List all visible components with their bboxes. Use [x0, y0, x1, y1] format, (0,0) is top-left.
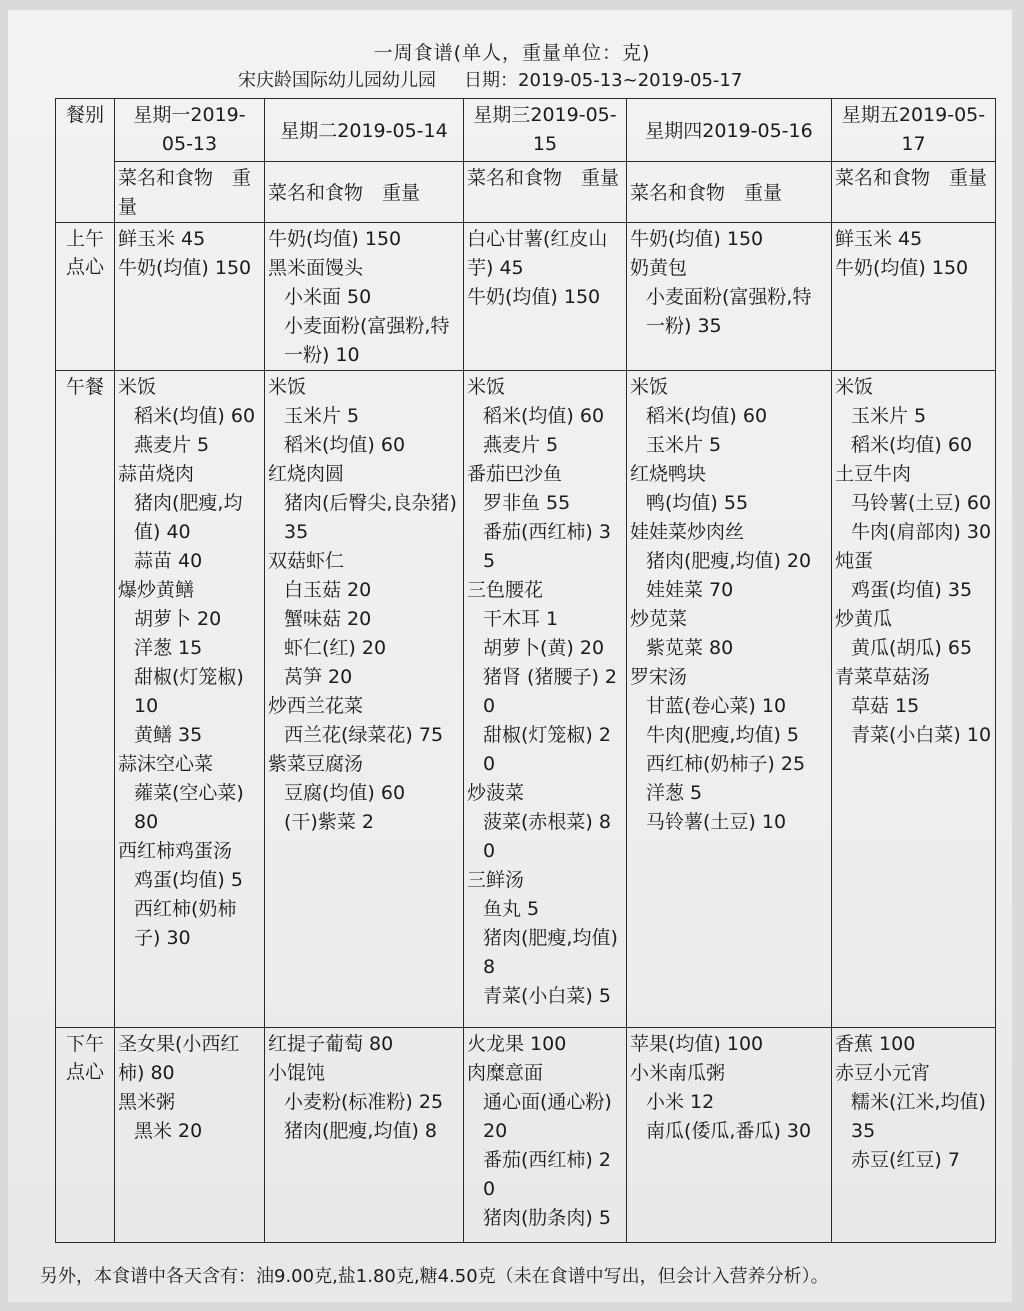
ingredient-item: 蟹味菇 20 — [284, 608, 372, 630]
dish-item: 罗宋汤 — [630, 666, 688, 688]
menu-cell — [627, 223, 832, 371]
dish-item: 炖蛋 — [835, 550, 874, 572]
weekly-menu-table — [55, 98, 996, 1243]
ingredient-item: 黄瓜(胡瓜) 65 — [851, 637, 973, 659]
dish-item: 娃娃菜炒肉丝 — [630, 521, 745, 543]
ingredient-item: 甜椒(灯笼椒) 20 — [483, 724, 611, 775]
ingredient-item: 稻米(均值) 60 — [483, 405, 605, 427]
dish-item: 牛奶(均值) 150 — [630, 228, 764, 250]
ingredient-item: 稻米(均值) 60 — [134, 405, 256, 427]
dish-item: 米饭 — [835, 376, 874, 398]
menu-cell — [115, 1028, 265, 1243]
ingredient-item: 稻米(均值) 60 — [646, 405, 768, 427]
ingredient-item: 甜椒(灯笼椒) 10 — [134, 666, 250, 717]
dish-item: 牛奶(均值) 150 — [268, 228, 402, 250]
meal-row-morning-snack — [56, 223, 996, 371]
dish-item: 米饭 — [630, 376, 669, 398]
menu-cell — [627, 371, 832, 1028]
dish-item: 小米南瓜粥 — [630, 1062, 726, 1084]
ingredient-item: 牛肉(肩部肉) 30 — [851, 521, 992, 543]
ingredient-item: 西兰花(绿菜花) 75 — [284, 724, 444, 746]
dish-item: 红提子葡萄 80 — [268, 1033, 394, 1055]
ingredient-item: 小麦面粉(富强粉,特一粉) 10 — [284, 315, 450, 366]
dish-item: 蒜苗烧肉 — [118, 463, 195, 485]
column-subheader: 菜名和食物 重量 — [115, 162, 265, 223]
dish-item: 炒菠菜 — [467, 782, 525, 804]
dish-item: 牛奶(均值) 150 — [467, 286, 601, 308]
dish-item: 小馄饨 — [268, 1062, 326, 1084]
ingredient-item: 糯米(江米,均值) 35 — [851, 1091, 992, 1142]
dish-item: 肉糜意面 — [467, 1062, 544, 1084]
dish-item: 鲜玉米 45 — [118, 228, 206, 250]
ingredient-item: 虾仁(红) 20 — [284, 637, 387, 659]
dish-item: 黑米粥 — [118, 1091, 176, 1113]
ingredient-item: 鱼丸 5 — [483, 898, 540, 920]
ingredient-item: 猪肉(肥瘦,均值) 20 — [646, 550, 812, 572]
ingredient-item: 通心面(通心粉) 20 — [483, 1091, 618, 1142]
meal-row-afternoon-snack — [56, 1028, 996, 1243]
ingredient-item: 黑米 20 — [134, 1120, 203, 1142]
dish-item: 米饭 — [467, 376, 506, 398]
ingredient-item: 猪肉(肥瘦,均值) 40 — [134, 492, 243, 543]
menu-cell — [832, 371, 996, 1028]
dish-item: 奶黄包 — [630, 257, 688, 279]
ingredient-item: 甘蓝(卷心菜) 10 — [646, 695, 787, 717]
ingredient-item: 草菇 15 — [851, 695, 920, 717]
ingredient-item: 莴笋 20 — [284, 666, 353, 688]
ingredient-item: (干)紫菜 2 — [284, 811, 374, 833]
ingredient-item: 洋葱 15 — [134, 637, 203, 659]
menu-cell — [265, 1028, 464, 1243]
ingredient-item: 猪肉(肋条肉) 5 — [483, 1207, 611, 1229]
column-subheader: 菜名和食物 重量 — [627, 162, 832, 223]
column-subheader: 菜名和食物 重量 — [464, 162, 627, 223]
meal-label-text: 下午点心 — [65, 1033, 104, 1083]
ingredient-item: 燕麦片 5 — [134, 434, 210, 456]
ingredient-item: 南瓜(倭瓜,番瓜) 30 — [646, 1120, 812, 1142]
ingredient-item: 西红柿(奶柿子) 30 — [134, 898, 237, 949]
day-header-tue: 星期二2019-05-14 — [265, 99, 464, 162]
meal-type-header: 餐别 — [56, 99, 115, 223]
ingredient-item: 罗非鱼 55 — [483, 492, 571, 514]
ingredient-item: 番茄(西红柿) 20 — [483, 1149, 611, 1200]
ingredient-item: 西红柿(奶柿子) 25 — [646, 753, 806, 775]
dish-item: 圣女果(小西红柿) 80 — [118, 1033, 240, 1084]
ingredient-item: 鸡蛋(均值) 5 — [134, 869, 243, 891]
ingredient-item: 牛肉(肥瘦,均值) 5 — [646, 724, 799, 746]
menu-cell — [115, 223, 265, 371]
day-header-fri: 星期五2019-05-17 — [832, 99, 996, 162]
ingredient-item: 紫苋菜 80 — [646, 637, 734, 659]
menu-cell — [115, 371, 265, 1028]
menu-cell — [265, 223, 464, 371]
menu-cell — [265, 371, 464, 1028]
ingredient-item: 番茄(西红柿) 35 — [483, 521, 611, 572]
ingredient-item: 青菜(小白菜) 10 — [851, 724, 992, 746]
ingredient-item: 猪肉(后臀尖,良杂猪) 35 — [284, 492, 463, 543]
date-range: 日期：2019-05-13~2019-05-17 — [464, 70, 743, 91]
ingredient-item: 洋葱 5 — [646, 782, 703, 804]
ingredient-item: 玉米片 5 — [646, 434, 722, 456]
dish-item: 双菇虾仁 — [268, 550, 345, 572]
ingredient-item: 小米 12 — [646, 1091, 715, 1113]
ingredient-item: 小麦面粉(富强粉,特一粉) 35 — [646, 286, 812, 337]
ingredient-item: 蕹菜(空心菜) 80 — [134, 782, 250, 833]
ingredient-item: 小米面 50 — [284, 286, 372, 308]
dish-item: 三色腰花 — [467, 579, 544, 601]
menu-cell — [832, 1028, 996, 1243]
meal-label — [56, 1028, 115, 1243]
menu-cell — [627, 1028, 832, 1243]
day-header-row — [56, 99, 996, 162]
dish-item: 火龙果 100 — [467, 1033, 567, 1055]
ingredient-item: 干木耳 1 — [483, 608, 559, 630]
ingredient-item: 胡萝卜 20 — [134, 608, 222, 630]
dish-item: 红烧鸭块 — [630, 463, 707, 485]
dish-item: 蒜沫空心菜 — [118, 753, 214, 775]
dish-item: 土豆牛肉 — [835, 463, 912, 485]
meal-label — [56, 371, 115, 1028]
dish-item: 米饭 — [268, 376, 307, 398]
menu-cell — [832, 223, 996, 371]
dish-item: 红烧肉圆 — [268, 463, 345, 485]
menu-cell — [464, 371, 627, 1028]
dish-item: 炒黄瓜 — [835, 608, 893, 630]
dish-item: 牛奶(均值) 150 — [118, 257, 252, 279]
dish-item: 青菜草菇汤 — [835, 666, 931, 688]
ingredient-item: 娃娃菜 70 — [646, 579, 734, 601]
column-subheader-row — [56, 162, 996, 223]
meal-label — [56, 223, 115, 371]
dish-item: 赤豆小元宵 — [835, 1062, 931, 1084]
menu-cell — [464, 223, 627, 371]
menu-subtitle — [238, 66, 858, 92]
dish-item: 黑米面馒头 — [268, 257, 364, 279]
dish-item: 香蕉 100 — [835, 1033, 916, 1055]
ingredient-item: 白玉菇 20 — [284, 579, 372, 601]
ingredient-item: 鸡蛋(均值) 35 — [851, 579, 973, 601]
ingredient-item: 胡萝卜(黄) 20 — [483, 637, 605, 659]
ingredient-item: 稻米(均值) 60 — [284, 434, 406, 456]
ingredient-item: 黄鳝 35 — [134, 724, 203, 746]
ingredient-item: 玉米片 5 — [284, 405, 360, 427]
ingredient-item: 鸭(均值) 55 — [646, 492, 749, 514]
ingredient-item: 猪肾 (猪腰子) 20 — [483, 666, 617, 717]
dish-item: 爆炒黄鳝 — [118, 579, 195, 601]
dish-item: 白心甘薯(红皮山芋) 45 — [467, 228, 608, 279]
ingredient-item: 马铃薯(土豆) 10 — [646, 811, 787, 833]
dish-item: 牛奶(均值) 150 — [835, 257, 969, 279]
dish-item: 鲜玉米 45 — [835, 228, 923, 250]
ingredient-item: 青菜(小白菜) 5 — [483, 985, 611, 1007]
dish-item: 炒西兰花菜 — [268, 695, 364, 717]
ingredient-item: 马铃薯(土豆) 60 — [851, 492, 992, 514]
day-header-thu: 星期四2019-05-16 — [627, 99, 832, 162]
ingredient-item: 菠菜(赤根菜) 80 — [483, 811, 611, 862]
dish-item: 三鲜汤 — [467, 869, 525, 891]
ingredient-item: 稻米(均值) 60 — [851, 434, 973, 456]
dish-item: 苹果(均值) 100 — [630, 1033, 764, 1055]
ingredient-item: 蒜苗 40 — [134, 550, 203, 572]
column-subheader: 菜名和食物 重量 — [265, 162, 464, 223]
ingredient-item: 豆腐(均值) 60 — [284, 782, 406, 804]
meal-label-text: 午餐 — [65, 376, 104, 398]
meal-label-text: 上午点心 — [65, 228, 104, 278]
ingredient-item: 燕麦片 5 — [483, 434, 559, 456]
ingredient-item: 猪肉(肥瘦,均值) 8 — [483, 927, 624, 978]
ingredient-item: 玉米片 5 — [851, 405, 927, 427]
menu-cell — [464, 1028, 627, 1243]
day-header-mon: 星期一2019-05-13 — [115, 99, 265, 162]
school-name: 宋庆龄国际幼儿园幼儿园 — [238, 70, 436, 91]
dish-item: 炒苋菜 — [630, 608, 688, 630]
column-subheader: 菜名和食物 重量 — [832, 162, 996, 223]
menu-title: 一周食谱(单人，重量单位：克) — [373, 42, 651, 64]
dish-item: 番茄巴沙鱼 — [467, 463, 563, 485]
footer-note: 另外，本食谱中各天含有：油9.00克,盐1.80克,糖4.50克（未在食谱中写出，但会计入营养分析）。 — [40, 1266, 829, 1287]
day-header-wed: 星期三2019-05-15 — [464, 99, 627, 162]
ingredient-item: 赤豆(红豆) 7 — [851, 1149, 960, 1171]
dish-item: 紫菜豆腐汤 — [268, 753, 364, 775]
ingredient-item: 小麦粉(标准粉) 25 — [284, 1091, 444, 1113]
dish-item: 米饭 — [118, 376, 157, 398]
ingredient-item: 猪肉(肥瘦,均值) 8 — [284, 1120, 437, 1142]
meal-row-lunch — [56, 371, 996, 1028]
dish-item: 西红柿鸡蛋汤 — [118, 840, 233, 862]
